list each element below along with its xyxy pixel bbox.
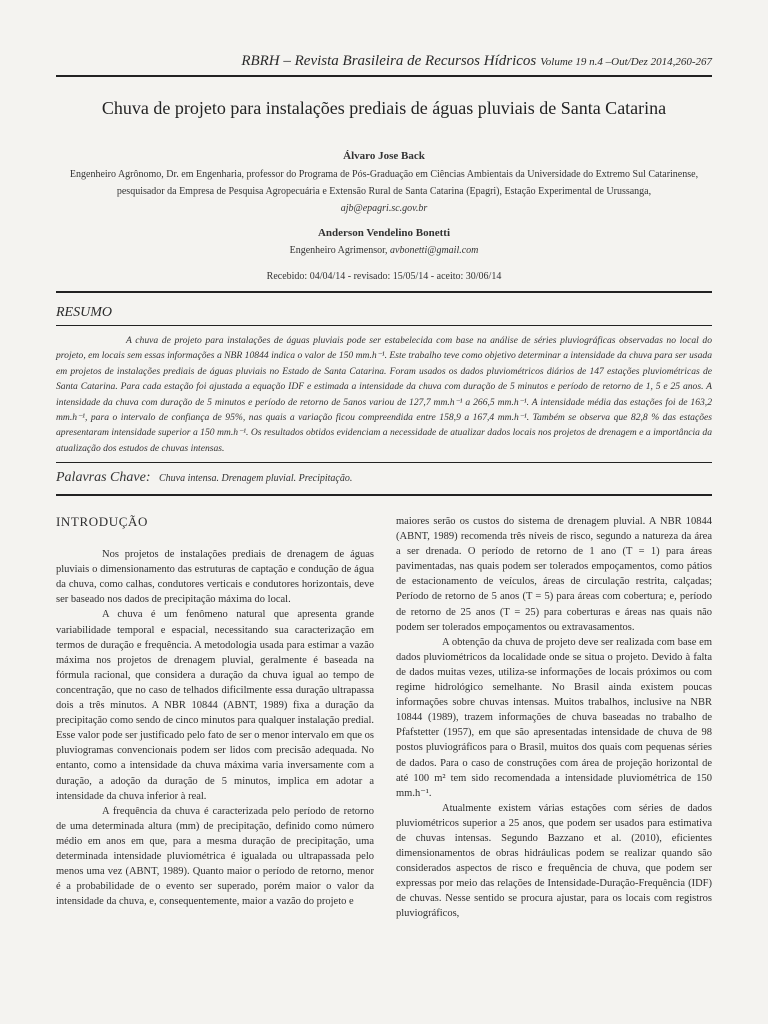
author-2-email: avbonetti@gmail.com xyxy=(390,245,479,256)
abstract-text: A chuva de projeto para instalações de águas pluviais pode ser estabelecida com base na análise de séries pluviográficas observadas no local do projeto, em locais sem essas informações a NBR 10844 indica o valor de 150 mm.h⁻¹. Este trabalho teve como objetivo determinar a intensidade da chuva para ser usada em projetos de instalações prediais de águas pluviais no Estado de Santa Catarina. Foram usados os dados pluviométricos diários de 147 estações pluviométricas de Santa Catarina. Para cada estação foi ajustada a equação IDF e estimada a intensidade da chuva com duração de 5 minutos e período de retorno de 1, 5 e 25 anos. A intensidade da chuva com duração de 5 minutos e período de retorno de 5anos variou de 127,7 mm.h⁻¹ a 266,5 mm.h⁻¹. A intensidade média das estações foi de 163,2 mm.h⁻¹, para o intervalo de confiança de 95%, nas quais a variação ficou compreendida entre 158,9 a 167,4 mm.h⁻¹. Também se observa que 82,8 % das estações apresentaram intensidade superior a 150 mm.h⁻¹. Os resultados obtidos evidenciam a necessidade de atualizar dados locais nos projetos de drenagem e a importância da atualização dos estudos de chuvas intensas. xyxy=(56,335,712,454)
submission-dates: Recebido: 04/04/14 - revisado: 15/05/14 - aceito: 30/06/14 xyxy=(266,271,502,282)
author-1-email: ajb@epagri.sc.gov.br xyxy=(340,203,428,214)
keywords-top-rule xyxy=(56,462,712,463)
abstract-heading: RESUMO xyxy=(56,305,112,320)
author-1-name: Álvaro Jose Back xyxy=(343,150,425,162)
right-column xyxy=(396,514,712,922)
paragraph: Nos projetos de instalações prediais de drenagem de águas pluviais o dimensionamento das estruturas de captação e condução de água da chuva, como calhas, condutores verticais e condutores horizontais, deve ser baseado nos dados de precipitação máxima do local. xyxy=(56,549,374,606)
paper-title: Chuva de projeto para instalações prediais de águas pluviais de Santa Catarina xyxy=(101,98,667,118)
keywords xyxy=(56,470,712,486)
header-rule xyxy=(56,75,712,77)
section-heading-introducao: INTRODUÇÃO xyxy=(56,514,148,529)
keywords-label: Palavras Chave: xyxy=(56,470,151,485)
keywords-text: Chuva intensa. Drenagem pluvial. Precipitação. xyxy=(158,473,353,484)
author-2-affiliation: Engenheiro Agrimensor, xyxy=(289,245,388,256)
author-2-affiliation-line xyxy=(40,245,728,256)
keywords-bottom-rule xyxy=(56,494,712,496)
paragraph: A frequência da chuva é caracterizada pelo período de retorno de uma determinada altura (mm) de precipitação, definido como número médio em anos em que, para a mesma duração de precipitação, uma determinada intensidade pluviométrica é igualada ou ultrapassada pelo menos uma vez (ABNT, 1989). Quanto maior o período de retorno, menor é a probabilidade de o evento ser superado, porém maior o valor da intensidade da chuva, e, consequentemente, maior a vazão do projeto e xyxy=(56,805,374,908)
paragraph: maiores serão os custos do sistema de drenagem pluvial. A NBR 10844 (ABNT, 1989) recomenda três níveis de risco, segundo a natureza da área a ser drenada. O período de retorno de 1 ano (T = 1) para áreas pavimentadas, nas quais podem ser tolerados empoçamentos, como pátios de estacionamento de veículos, áreas de circulação restrita, calçadas; Período de retorno de 5 anos (T = 5) para áreas com cobertura; e, período de retorno de 25 anos (T = 25) para coberturas e áreas nas quais não podem ser tolerados empoçamentos ou extravasamentos. xyxy=(396,516,712,633)
journal-name: RBRH – Revista Brasileira de Recursos Hídricos xyxy=(241,53,537,69)
abstract-heading-rule xyxy=(56,325,712,326)
journal-header xyxy=(56,52,712,70)
left-column xyxy=(56,514,374,909)
abstract-top-rule xyxy=(56,291,712,293)
journal-volume: Volume 19 n.4 –Out/Dez 2014,260-267 xyxy=(540,56,712,68)
paragraph: A obtenção da chuva de projeto deve ser realizada com base em dados pluviométricos da localidade onde se situa o projeto. Devido à falta de dados muitas vezes, utiliza-se informações de locais próximos ou com regime hidrológico semelhante. No Brasil ainda existem poucas informações sobre chuvas intensas. Muitos trabalhos, inclusive na NBR 10844 (1989), trazem informações de chuva baseadas no trabalho de Pfafstetter (1957), em que são apresentadas intensidade de chuva de 98 postos pluviográficos para o Brasil, muitos dos quais com pequenas séries de dados. Para o caso de construções com área de projeção horizontal de até 100 m² tem sido recomendada a intensidade pluviométrica de 150 mm.h⁻¹. xyxy=(396,636,712,799)
paragraph: Atualmente existem várias estações com séries de dados pluviométricos superior a 25 anos, que podem ser usados para estimativa de chuvas intensas. Segundo Bazzano et al. (2010), eficientes dimensionamentos de obras hidráulicas podem se realizar quando são considerados aspectos de risco e frequência de chuva, que podem ser expressas por meio das relações de Intensidade-Duração-Frequência (IDF) de chuvas. Nesse sentido se procura ajustar, para os locais com registros pluviográficos, xyxy=(396,802,712,920)
author-1-affiliation: Engenheiro Agrônomo, Dr. em Engenharia, professor do Programa de Pós-Graduação em Ciências Ambientais da Universidade do Extremo Sul Catarinense, pesquisador da Empresa de Pesquisa Agropecuária e Extensão Rural de Santa Catarina (Epagri), Estação Experimental de Urussanga, xyxy=(69,169,699,197)
author-2-name: Anderson Vendelino Bonetti xyxy=(317,227,451,239)
paragraph: A chuva é um fenômeno natural que apresenta grande variabilidade temporal e espacial, necessitando sua caracterização em termos de duração e frequência. A metodologia usada para estimar a vazão máxima nos projetos de drenagem pluvial, geralmente é baseada na fórmula racional, que considera a duração da chuva igual ao tempo de concentração, que no caso de telhados dificilmente essa duração ultrapassa dois a três minutos. A NBR 10844 (ABNT, 1989) fixa a duração da precipitação como sendo de cinco minutos para qualquer instalação predial. Esse valor pode ser justificado pelo fato de ser o menor intervalo em que os pluviogramas convencionais podem ser lidos com precisão adequada. No entanto, como a intensidade da chuva máxima varia inversamente com a duração, a adoção da duração de 5 minutos, implica em adotar a intensidade da chuva inferior à real. xyxy=(56,609,374,802)
